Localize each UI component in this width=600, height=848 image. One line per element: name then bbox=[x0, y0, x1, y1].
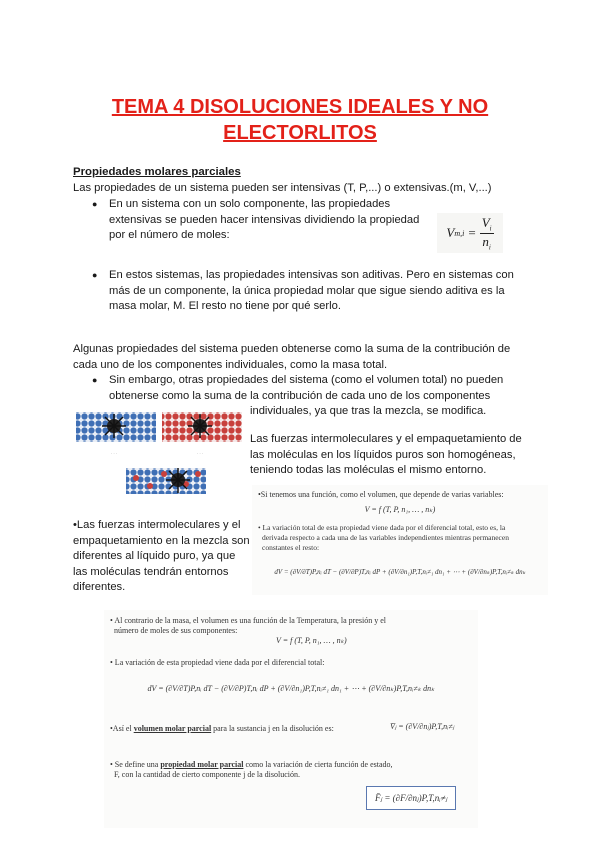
para4-line3: diferentes al líquido puro, ya que bbox=[73, 550, 236, 563]
formula-lhs-sub: m,i bbox=[454, 228, 465, 238]
scan1-line3: derivada respecto a cada una de las variables independientes mientras permanecen bbox=[262, 533, 509, 542]
molecules-figure bbox=[74, 406, 244, 500]
bullet1-line2: extensivas se pueden hacer intensivas dividiendo la propiedad bbox=[109, 213, 420, 226]
bullet3-line2: obtenerse como la suma de la contribución de cada uno de los componentes bbox=[109, 389, 491, 402]
scan2-line1: • Al contrario de la masa, el volumen es una función de la Temperatura, la presión y el bbox=[110, 616, 386, 625]
bullet3-line1: Sin embargo, otras propiedades del sistema (como el volumen total) no pueden bbox=[109, 374, 504, 386]
formula-molar-property bbox=[437, 213, 503, 253]
page-title-line-2: ELECTORLITOS bbox=[223, 122, 377, 144]
scan2-line5-bold: propiedad molar parcial bbox=[160, 760, 244, 769]
section-heading: Propiedades molares parciales bbox=[73, 166, 241, 178]
scan-partial-molar bbox=[104, 610, 478, 828]
scan2-line4-bold: volumen molar parcial bbox=[133, 724, 212, 733]
scan2-equation-2: dV = (∂V/∂T)P,nᵢ dT − (∂V/∂P)T,nᵢ dP + (∂V/∂n₁)P,T,nᵢ≠₁ dn₁ + ⋯ + (∂V/∂nₖ)P,T,nᵢ≠ₖ dnₖ bbox=[147, 684, 435, 693]
scan2-line4-a: •Así el bbox=[110, 724, 134, 733]
para3-line2: las moléculas en los líquidos puros son homogéneas, bbox=[250, 448, 516, 461]
central-molecule-mixture bbox=[166, 468, 190, 493]
bullet2-line3: masa molar, M. El resto no tiene por qué serlo. bbox=[109, 300, 341, 313]
bullet2-text bbox=[109, 268, 514, 315]
bullet-marker: ● bbox=[92, 270, 98, 280]
bullet3-line3: individuales, ya que tras la mezcla, se modifica. bbox=[250, 405, 487, 417]
bullet1-text bbox=[109, 197, 419, 244]
paragraph-4 bbox=[73, 518, 250, 596]
paragraph-2 bbox=[73, 342, 510, 373]
scan2-line4-c: para la sustancia j en la disolución es: bbox=[211, 724, 334, 733]
central-molecule-red bbox=[188, 414, 212, 438]
scan1-line1: •Si tenemos una función, como el volumen, que depende de varias variables: bbox=[258, 490, 504, 499]
central-molecule-blue bbox=[102, 414, 126, 438]
scan2-equation-3: V̄ⱼ = (∂V/∂nⱼ)P,T,nᵢ≠ⱼ bbox=[390, 722, 455, 731]
para4-line1: •Las fuerzas intermoleculares y el bbox=[73, 519, 241, 531]
formula-equals: = bbox=[468, 225, 476, 240]
para3-line3: teniendo todas las moléculas el mismo entorno. bbox=[250, 464, 487, 477]
formula-num: V bbox=[481, 214, 490, 230]
scan2-line5-a: • Se define una bbox=[110, 760, 161, 769]
bullet-marker: ● bbox=[92, 199, 98, 209]
bullet-marker: ● bbox=[92, 375, 98, 385]
svg-text:· · ·: · · · bbox=[110, 451, 118, 456]
scan-total-differential bbox=[252, 485, 548, 595]
scan2-line2: número de moles de sus componentes: bbox=[114, 626, 238, 635]
scan2-line3: • La variación de esta propiedad viene dada por el diferencial total: bbox=[110, 658, 325, 667]
intro-text: Las propiedades de un sistema pueden ser intensivas (T, P,...) o extensivas.(m, V,...) bbox=[73, 182, 492, 194]
para4-line5: diferentes. bbox=[73, 581, 126, 594]
formula-den: n bbox=[482, 233, 489, 249]
scan1-equation-1: V = f (T, P, n₁, … , nₖ) bbox=[364, 505, 436, 514]
para4-line2: empaquetamiento en la mezcla son bbox=[73, 534, 250, 547]
para4-line4: las moléculas tendrán entornos bbox=[73, 565, 229, 578]
scan2-line4 bbox=[110, 724, 334, 734]
scan2-line6: F, con la cantidad de cierto componente j de la disolución. bbox=[114, 770, 300, 779]
scan2-equation-1: V = f (T, P, n₁, … , nₖ) bbox=[276, 636, 347, 645]
paragraph-3 bbox=[250, 432, 522, 479]
formula-lhs: V bbox=[446, 225, 455, 240]
scan1-line4: constantes el resto: bbox=[262, 543, 320, 552]
scan1-line2: • La variación total de esta propiedad viene dada por el diferencial total, esto es, la bbox=[258, 523, 506, 532]
para2-line2: cada uno de los componentes individuales, como la masa total. bbox=[73, 358, 388, 371]
para3-line1: Las fuerzas intermoleculares y el empaquetamiento de bbox=[250, 433, 522, 445]
bullet2-line1: En estos sistemas, las propiedades intensivas son aditivas. Pero en sistemas con bbox=[109, 269, 514, 281]
scan2-line5 bbox=[110, 760, 393, 770]
scan2-boxed-equation: F̄ⱼ = (∂F/∂nⱼ)P,T,nᵢ≠ⱼ bbox=[366, 786, 456, 810]
page-title-line-1: TEMA 4 DISOLUCIONES IDEALES Y NO bbox=[111, 96, 489, 118]
scan2-line5-c: como la variación de cierta función de estado, bbox=[243, 760, 393, 769]
scan1-equation-2: dV = (∂V/∂T)P,nᵢ dT − (∂V/∂P)T,nᵢ dP + (∂V/∂n₁)P,T,nᵢ≠₁ dn₁ + ⋯ + (∂V/∂nₖ)P,T,nᵢ≠ₖ dnₖ bbox=[274, 568, 526, 576]
bullet3-lines-1-2 bbox=[109, 373, 503, 404]
svg-text:· · ·: · · · bbox=[196, 451, 204, 456]
formula-num-sub: i bbox=[489, 224, 492, 233]
bullet1-line3: por el número de moles: bbox=[109, 229, 230, 242]
bullet1-line1: En un sistema con un solo componente, las propiedades bbox=[109, 198, 391, 210]
formula-den-sub: i bbox=[488, 243, 491, 252]
para2-line1: Algunas propiedades del sistema pueden obtenerse como la suma de la contribución de bbox=[73, 343, 511, 355]
formula-fraction bbox=[480, 215, 494, 251]
bullet2-line2: más de un componente, la única propiedad molar que sigue siendo aditiva es la bbox=[109, 284, 505, 297]
molecules-diagram bbox=[74, 406, 244, 500]
